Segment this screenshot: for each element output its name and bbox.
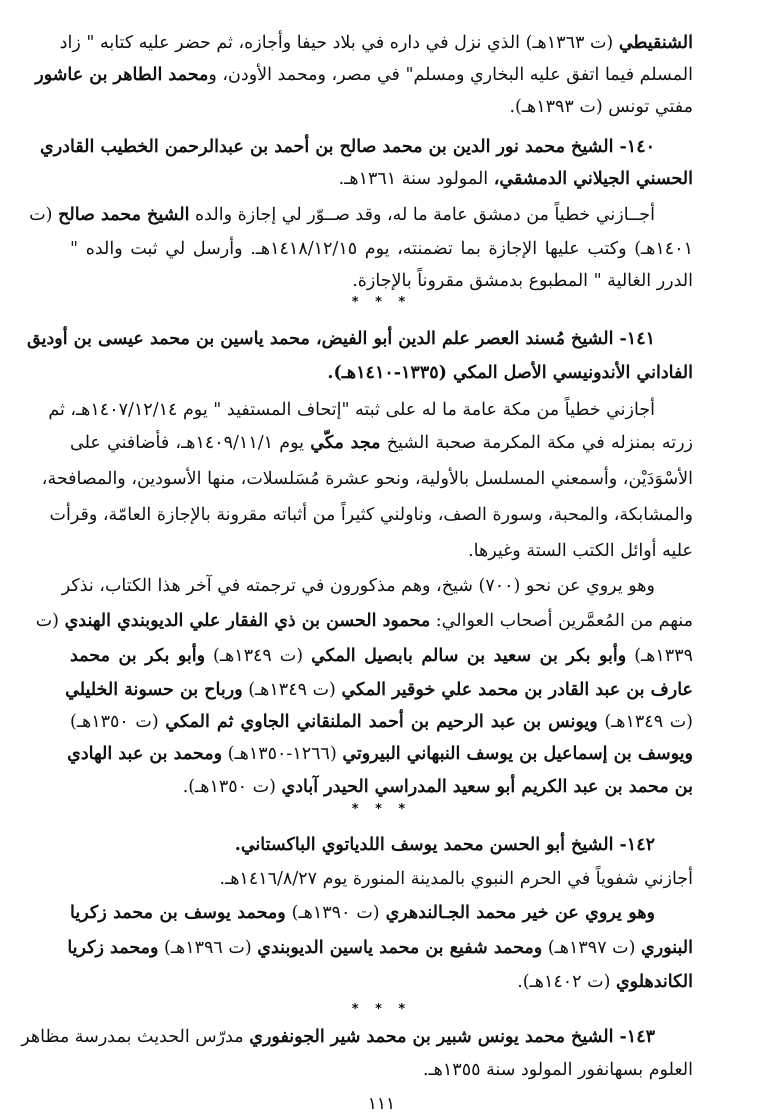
- text-line: [59, 30, 693, 58]
- text-run: (ت ١٣٤٩هـ): [205, 646, 312, 666]
- text-line: [70, 166, 693, 194]
- bold-run: وأبو بكر بن محمد: [70, 646, 206, 666]
- bold-run: ١٤١- الشيخ مُسند العصر علم الدين أبو الفيض، محمد ياسين بن محمد عيسى بن أوديق: [27, 329, 655, 349]
- text-line: [70, 709, 693, 737]
- text-run: (ت ١٣٩٦هـ): [158, 938, 258, 958]
- text-line: [48, 397, 655, 425]
- page-number: ١١١: [367, 1094, 396, 1114]
- text-run: عليه أوائل الكتب الستة وغيرها.: [468, 541, 693, 561]
- text-run: مفتي تونس (ت ١٣٩٣هـ).: [509, 97, 693, 117]
- text-run: ١٣٣٩هـ): [626, 646, 694, 666]
- text-line: [41, 466, 693, 494]
- text-line: [70, 268, 693, 296]
- text-line: [70, 643, 693, 671]
- text-line: [35, 608, 693, 636]
- bold-run: ومحمد زكريا: [67, 938, 159, 958]
- text-run: (ت ١٣٤٩هـ): [242, 680, 342, 700]
- text-line: [70, 94, 693, 122]
- text-run: (ت: [35, 611, 65, 631]
- text-run: زرته بمنزله في مكة المكرمة صحبة الشيخ: [380, 433, 693, 453]
- text-line: [70, 236, 693, 264]
- text-line: [70, 900, 655, 928]
- entry-heading-142: [70, 832, 655, 860]
- text-run: المسلم فيما اتفق عليه البخاري ومسلم" في مصر، ومحمد الأودن، و: [208, 65, 693, 85]
- entry-heading-141: [27, 326, 655, 354]
- text-line: [49, 502, 693, 530]
- text-run: ١٤٠١هـ) وكتب عليها الإجازة بما تضمنته، يوم ١٤١٨/١٢/١٥هـ. وأرسل لي ثبت والده ": [70, 239, 694, 259]
- text-line: [70, 774, 693, 802]
- text-run: الأسْوَدَيْن، وأسمعني المسلسل بالأولية، ونحو عشرة مُسَلسلات، منها الأسودين، والمصافحة،: [41, 469, 693, 489]
- bold-run: الشيخ محمد صالح: [58, 205, 190, 225]
- text-run: الدرر الغالية " المطبوع بدمشق مقروناً بالإجازة.: [352, 271, 693, 291]
- text-run: (١٢٦٦-١٣٥٠هـ): [222, 744, 343, 764]
- text-run: مدرّس الحديث بمدرسة مظاهر: [21, 1027, 250, 1047]
- text-run: (ت ١٣٥٠هـ): [70, 712, 166, 732]
- text-line: [35, 62, 693, 90]
- text-line: [67, 741, 693, 769]
- text-line: [67, 935, 693, 963]
- bold-run: عارف بن عبد القادر بن محمد علي خوقير المكي: [341, 680, 693, 700]
- text-run: يوم ١٤٠٩/١١/١هـ، فأضافني على: [70, 433, 311, 453]
- text-line: [29, 202, 655, 230]
- bold-run: البنوري: [641, 938, 693, 958]
- bold-run: ومحمد شفيع بن محمد ياسين الديوبندي: [257, 938, 543, 958]
- bold-run: ١٤٢- الشيخ أبو الحسن محمد يوسف اللدياتوي الباكستاني.: [234, 835, 655, 855]
- text-line: [65, 677, 693, 705]
- bold-run: ومحمد بن عبد الهادي: [67, 744, 223, 764]
- section-separator: * * *: [351, 1002, 412, 1017]
- text-line: [61, 573, 655, 601]
- text-line: [70, 430, 693, 458]
- text-run: (ت ١٤٠٢هـ).: [517, 972, 616, 992]
- bold-run: مجد مكّي: [310, 433, 381, 453]
- text-run: أجازني خطياً من مكة عامة ما له على ثبته "إتحاف المستفيد " يوم ١٤٠٧/١٢/١٤هـ، ثم: [48, 400, 655, 420]
- text-run: والمشابكة، والمحبة، وسورة الصف، وناولني كثيراً من أثباته مقرونة بالإجازة العامّة، وقرأت: [49, 505, 693, 525]
- bold-run: ١٤٣- الشيخ محمد يونس شبير بن محمد شير الجونفوري: [249, 1027, 655, 1047]
- text-run: (ت: [29, 205, 59, 225]
- bold-run: وأبو بكر بن سعيد بن سالم بابصيل المكي: [311, 646, 627, 666]
- text-run: أجازني شفوياً في الحرم النبوي بالمدينة المنورة يوم ١٤١٦/٨/٢٧هـ.: [219, 869, 693, 889]
- text-run: المولود سنة ١٣٦١هـ.: [338, 169, 494, 189]
- bold-run: الكاندهلوي: [615, 972, 693, 992]
- text-run: (ت ١٣٤٩هـ): [597, 712, 693, 732]
- bold-run: الفاداني الأندونيسي الأصل المكي (١٣٣٥-١٤١٠هـ).: [327, 363, 693, 383]
- text-run: العلوم بسهانفور المولود سنة ١٣٥٥هـ.: [422, 1060, 693, 1080]
- text-line: [70, 360, 693, 388]
- bold-run: وهو يروي عن خير محمد الجـالندهري: [385, 903, 655, 923]
- entry-heading-143: [21, 1024, 655, 1052]
- text-run: (ت ١٣٩٧هـ): [542, 938, 642, 958]
- text-run: (ت ١٣٩٠هـ): [285, 903, 386, 923]
- bold-run: ومحمد يوسف بن محمد زكريا: [70, 903, 286, 923]
- bold-run: ورباح بن حسونة الخليلي: [65, 680, 243, 700]
- text-run: (ت ١٣٥٠هـ).: [182, 777, 282, 797]
- text-line: [70, 866, 693, 894]
- text-run: أجــازني خطياً من دمشق عامة ما له، وقد صــوّر لي إجازة والده: [189, 205, 655, 225]
- section-separator: * * *: [351, 802, 412, 817]
- bold-run: ويونس بن عبد الرحيم بن أحمد الملنقاني الجاوي ثم المكي: [165, 712, 598, 732]
- bold-run: ١٤٠- الشيخ محمد نور الدين بن محمد صالح بن أحمد بن عبدالرحمن الخطيب القادري: [40, 137, 655, 157]
- bold-run: بن محمد بن عبد الكريم أبو سعيد المدراسي الحيدر آبادي: [281, 777, 693, 797]
- text-run: وهو يروي عن نحو (٧٠٠) شيخ، وهم مذكورون في ترجمته في آخر هذا الكتاب، نذكر: [61, 576, 655, 596]
- bold-run: الحسني الجيلاني الدمشقي،: [493, 169, 693, 189]
- text-line: [70, 1057, 693, 1085]
- text-line: [70, 969, 693, 997]
- text-run: (ت ١٣٦٣هـ) الذي نزل في داره في بلاد حيفا وأجازه، ثم حضر عليه كتابه " زاد: [59, 33, 619, 53]
- bold-run: ويوسف بن إسماعيل بن يوسف النبهاني البيروتي: [342, 744, 693, 764]
- entry-heading-140: [40, 134, 655, 162]
- text-line: [70, 538, 693, 566]
- text-run: منهم من المُعمَّرين أصحاب العوالي:: [430, 611, 693, 631]
- bold-run: الشنقيطي: [618, 33, 693, 53]
- bold-run: محمود الحسن بن ذي الفقار علي الديوبندي الهندي: [64, 611, 431, 631]
- section-separator: * * *: [351, 295, 412, 310]
- bold-run: محمد الطاهر بن عاشور: [35, 65, 209, 85]
